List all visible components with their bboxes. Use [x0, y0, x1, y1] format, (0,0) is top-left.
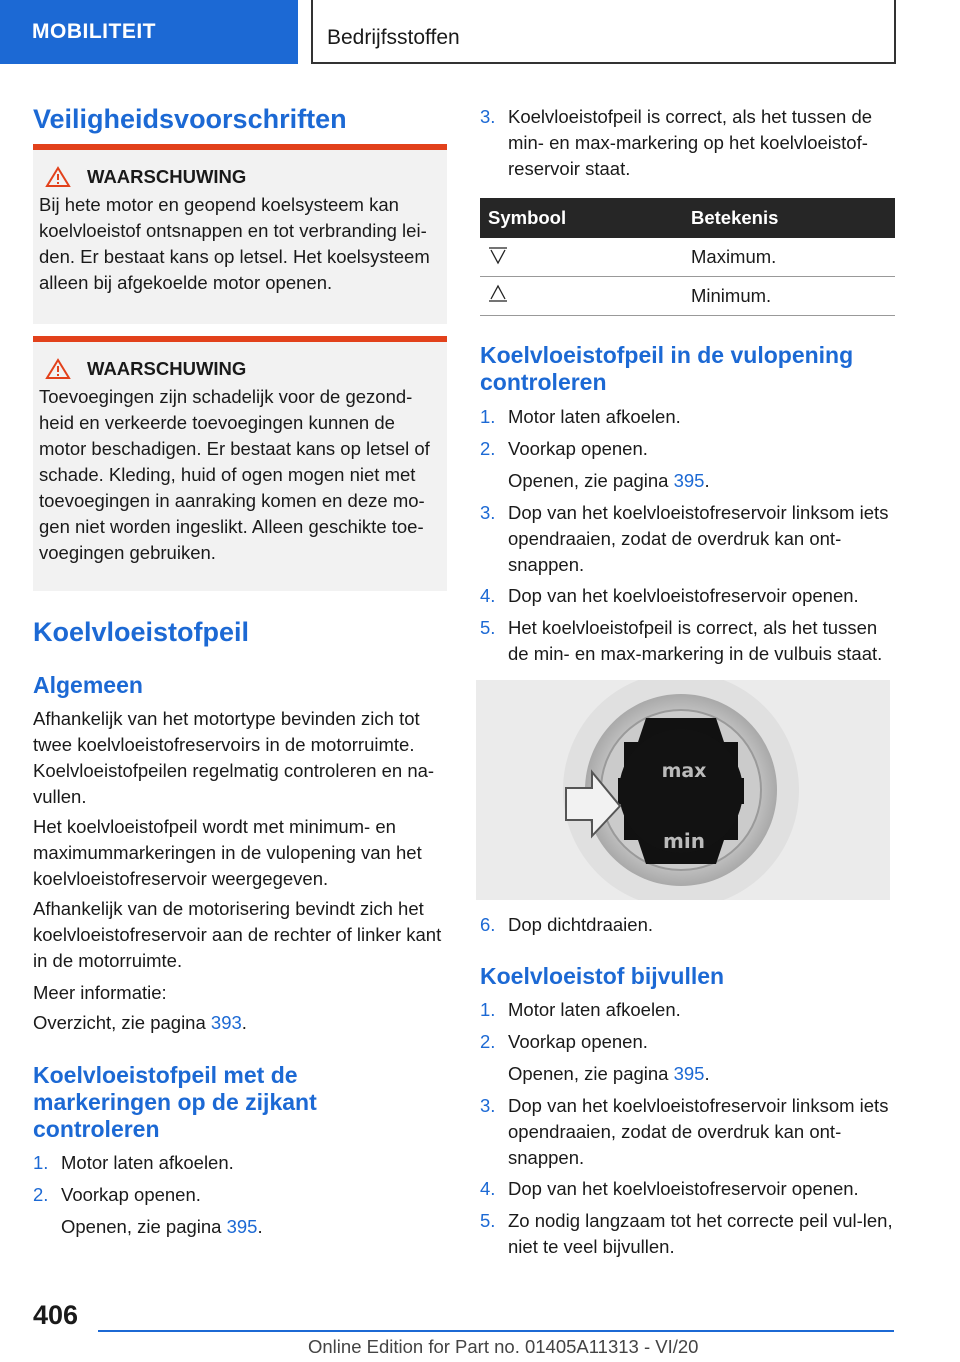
fill-opening-heading: Koelvloeistofpeil in de vulopening controleren	[480, 342, 854, 395]
list-item	[480, 1176, 895, 1202]
coolant-level-title: Koelvloeistofpeil	[33, 617, 250, 647]
warning-box-2	[33, 336, 447, 591]
side-check-heading: Koelvloeistofpeil met de markeringen op de zijkant controleren	[33, 1062, 317, 1142]
step-text: Dop van het koelvloeistofreservoir linksom iets opendraaien, zodat de overdruk kan ont-snappen.	[508, 1095, 889, 1168]
step-number: 1.	[480, 999, 496, 1020]
reference-text: Openen, zie pagina	[508, 470, 674, 491]
step-text: Motor laten afkoelen.	[508, 406, 681, 427]
table-row	[480, 277, 895, 316]
warning-heading	[45, 166, 439, 188]
step-number: 5.	[480, 1210, 496, 1231]
warning-triangle-icon	[45, 358, 71, 380]
list-item	[480, 1029, 895, 1055]
step-text: Dop dichtdraaien.	[508, 914, 654, 935]
list-item	[480, 912, 895, 938]
coolant-cap-illustration	[476, 680, 890, 900]
step-number: 1.	[33, 1152, 49, 1173]
list-item	[480, 500, 895, 578]
more-info-label: Meer informatie:	[33, 982, 167, 1003]
min-label: min	[663, 829, 705, 853]
paragraph: Afhankelijk van het motortype bevinden zich tot twee koelvloeistofreservoirs in de motorruimte. Koelvloeistofpeilen regelmatig controleren en na-vullen.	[33, 708, 435, 807]
table-header-row	[480, 198, 895, 238]
step-number: 4.	[480, 585, 496, 606]
list-item	[33, 1150, 447, 1176]
page-link[interactable]: 395	[673, 470, 705, 491]
step-number: 3.	[480, 106, 496, 127]
max-marker-icon	[488, 245, 508, 265]
sub-reference	[508, 468, 710, 494]
page-link[interactable]: 395	[226, 1216, 258, 1237]
step-text: Dop van het koelvloeistofreservoir linksom iets opendraaien, zodat de overdruk kan ont-snappen.	[508, 502, 889, 575]
section-tab: MOBILITEIT	[0, 0, 298, 64]
warning-label: WAARSCHUWING	[87, 358, 247, 379]
punctuation: .	[704, 1063, 710, 1084]
safety-title: Veiligheidsvoorschriften	[33, 104, 347, 134]
list-item	[480, 104, 895, 182]
chapter-label: Bedrijfsstoffen	[327, 26, 460, 49]
reference-text: Openen, zie pagina	[508, 1063, 674, 1084]
symbol-table	[480, 198, 895, 316]
list-item	[480, 1208, 895, 1260]
step-number: 2.	[480, 438, 496, 459]
step-text: Zo nodig langzaam tot het correcte peil vul-len, niet te veel bijvullen.	[508, 1210, 893, 1257]
step-number: 6.	[480, 914, 496, 935]
overview-reference	[33, 1010, 447, 1036]
list-item	[480, 997, 895, 1023]
step-number: 2.	[33, 1184, 49, 1205]
step-text: Voorkap openen.	[508, 1031, 648, 1052]
step-number: 4.	[480, 1178, 496, 1199]
meaning-cell: Minimum.	[683, 277, 895, 316]
step-number: 2.	[480, 1031, 496, 1052]
step-text: Het koelvloeistofpeil is correct, als het tussen de min- en max-markering in de vulbuis staat.	[508, 617, 883, 664]
warning-box-1	[33, 144, 447, 324]
page-link[interactable]: 393	[210, 1012, 242, 1033]
step-number: 5.	[480, 617, 496, 638]
max-label: max	[661, 760, 707, 782]
warning-label: WAARSCHUWING	[87, 166, 247, 187]
step-text: Voorkap openen.	[508, 438, 648, 459]
step-text: Koelvloeistofpeil is correct, als het tussen de min- en max-markering op het koelvloeistof-reservoir staat.	[508, 106, 873, 179]
general-heading: Algemeen	[33, 672, 143, 698]
step-number: 3.	[480, 502, 496, 523]
step-text: Voorkap openen.	[61, 1184, 201, 1205]
list-item	[480, 436, 895, 462]
meaning-cell: Maximum.	[683, 238, 895, 277]
step-text: Dop van het koelvloeistofreservoir openen.	[508, 585, 859, 606]
step-text: Motor laten afkoelen.	[61, 1152, 234, 1173]
page-link[interactable]: 395	[673, 1063, 705, 1084]
min-marker-icon	[488, 284, 508, 304]
top-up-heading: Koelvloeistof bijvullen	[480, 963, 725, 989]
step-text: Motor laten afkoelen.	[508, 999, 681, 1020]
punctuation: .	[704, 470, 710, 491]
list-item	[33, 1182, 447, 1208]
table-row	[480, 238, 895, 277]
paragraph: Afhankelijk van de motorisering bevindt zich het koelvloeistofreservoir aan de rechter of linker kant in de motorruimte.	[33, 898, 442, 971]
paragraph: Het koelvloeistofpeil wordt met minimum- en maximummarkeringen in de vulopening van het koelvloeistofreservoir weergegeven.	[33, 816, 422, 889]
sub-reference	[61, 1214, 263, 1240]
symbol-cell	[480, 238, 683, 277]
page-number: 406	[33, 1300, 79, 1330]
list-item	[480, 1093, 895, 1171]
step-number: 1.	[480, 406, 496, 427]
sub-reference	[508, 1061, 710, 1087]
punctuation: .	[241, 1012, 247, 1033]
list-item	[480, 583, 895, 609]
reference-text: Openen, zie pagina	[61, 1216, 227, 1237]
table-header: Betekenis	[683, 198, 895, 238]
table-header: Symbool	[480, 198, 683, 238]
step-number: 3.	[480, 1095, 496, 1116]
edition-text: Online Edition for Part no. 01405A11313 - VI/20	[308, 1336, 699, 1357]
step-text: Dop van het koelvloeistofreservoir openen.	[508, 1178, 859, 1199]
chapter-title	[311, 0, 896, 64]
punctuation: .	[257, 1216, 263, 1237]
warning-text: Bij hete motor en geopend koelsysteem kan koelvloeistof ontsnappen en tot verbranding lei-den. Er bestaat kans op letsel. Het koelsysteem alleen bij afgekoelde motor openen.	[39, 194, 430, 293]
warning-text: Toevoegingen zijn schadelijk voor de gezond-heid en verkeerde toevoegingen kunnen de motor beschadigen. Er bestaat kans op letsel of schade. Kleding, huid of ogen mogen niet met toevoegingen in aanraking komen en deze mo-gen niet worden ingeslikt. Alleen geschikte toe-voegingen gebruiken.	[39, 386, 430, 563]
list-item	[480, 615, 895, 667]
footer-divider	[98, 1330, 894, 1332]
list-item	[480, 404, 895, 430]
warning-triangle-icon	[45, 166, 71, 188]
coolant-cap-photo	[476, 680, 890, 900]
warning-heading	[45, 358, 439, 380]
reference-text: Overzicht, zie pagina	[33, 1012, 211, 1033]
symbol-cell	[480, 277, 683, 316]
